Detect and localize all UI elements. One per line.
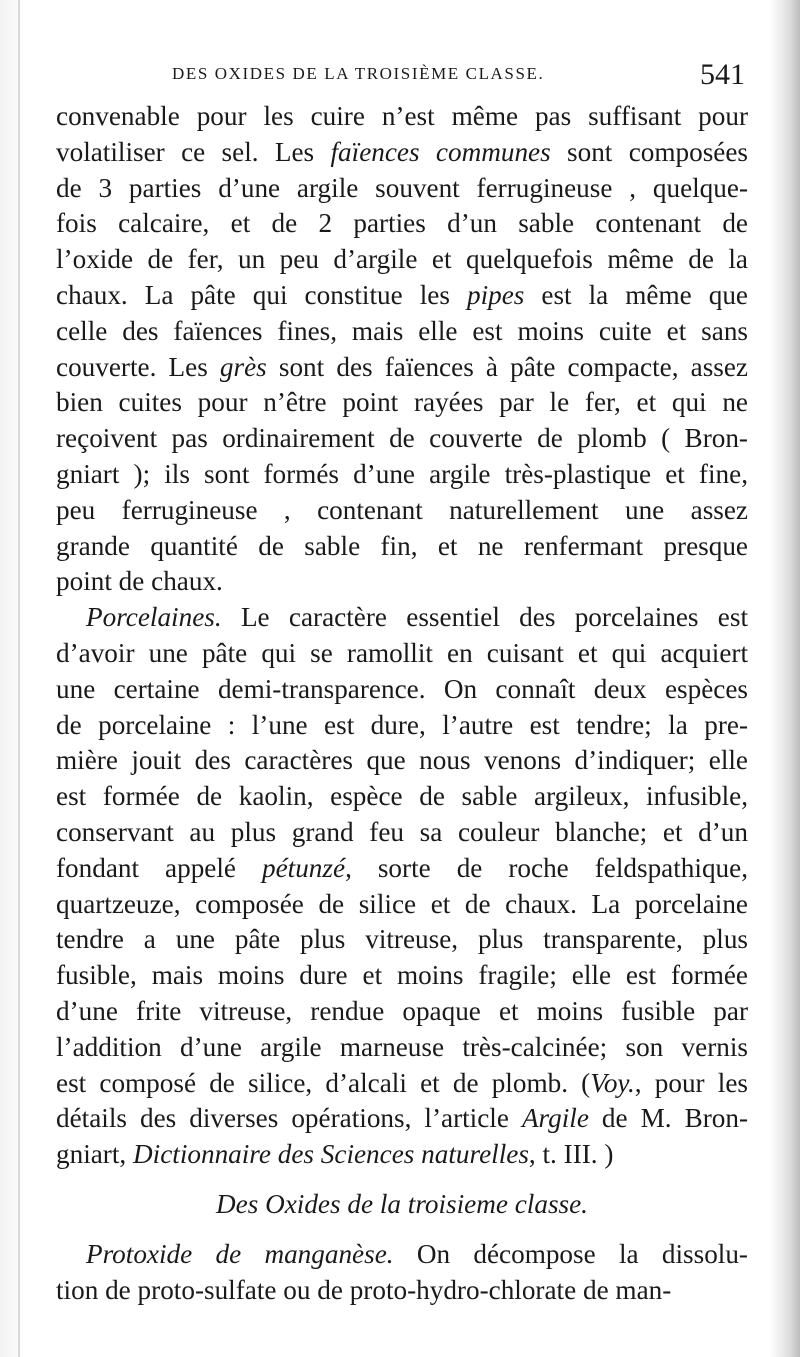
text-run: point de chaux. <box>56 566 223 597</box>
text-run: tion de proto-sulfate ou de proto-hydro-chlorate de man- <box>56 1274 672 1305</box>
text-line <box>56 1101 748 1137</box>
body-text <box>56 99 748 1308</box>
text-run: grande quantité de sable fin, et ne renfermant presque <box>56 530 748 561</box>
text-run: l’oxide de fer, un peu d’argile et quelquefois même de la <box>56 244 748 275</box>
text-run: conservant au plus grand feu sa couleur blanche; et d’un <box>56 816 748 847</box>
italic-term: Dictionnaire des Sciences naturelles <box>133 1139 529 1170</box>
text-line <box>56 278 748 314</box>
text-line <box>56 887 748 923</box>
italic-term: Porcelaines. <box>86 602 222 633</box>
text-line <box>56 1066 748 1102</box>
text-line <box>56 922 748 958</box>
text-line <box>56 958 748 994</box>
italic-term: Voy. <box>590 1067 635 1098</box>
text-run: Le caractère essentiel des porcelaines est <box>221 602 748 633</box>
text-line <box>56 493 748 529</box>
text-run: de 3 parties d’une argile souvent ferrugineuse , quelque- <box>56 172 748 203</box>
text-run: On décompose la dissolu- <box>393 1238 748 1269</box>
text-line <box>56 1030 748 1066</box>
text-line <box>56 206 748 242</box>
text-run: est la même que <box>524 279 748 310</box>
text-run: peu ferrugineuse , contenant naturellement une assez <box>56 494 748 525</box>
text-run: quartzeuze, composée de silice et de chaux. La porcelaine <box>56 888 748 919</box>
text-line <box>56 564 748 600</box>
text-run: fusible, mais moins dure et moins fragile; elle est formée <box>56 960 748 991</box>
running-head <box>0 58 800 92</box>
section-heading <box>56 1187 748 1223</box>
text-line <box>56 672 748 708</box>
italic-term: Argile <box>521 1103 589 1134</box>
text-run: couverte. Les <box>56 351 220 382</box>
text-run: détails des diverses opérations, l’article <box>56 1103 522 1134</box>
text-run: convenable pour les cuire n’est même pas suffisant pour <box>56 101 748 131</box>
text-line <box>56 457 748 493</box>
text-run: , t. III. ) <box>528 1139 614 1170</box>
text-run: d’une frite vitreuse, rendue opaque et moins fusible par <box>56 995 748 1026</box>
text-run: reçoivent pas ordinairement de couverte de plomb ( Bron- <box>56 423 748 454</box>
text-line <box>56 1137 748 1173</box>
text-run: fois calcaire, et de 2 parties d’un sable contenant de <box>56 208 748 239</box>
text-line <box>56 779 748 815</box>
text-run: de M. Bron- <box>588 1103 749 1134</box>
text-line <box>56 636 748 672</box>
text-run: gniart, <box>56 1139 134 1170</box>
text-run: sont des faïences à pâte compacte, assez <box>266 351 748 382</box>
text-line <box>56 135 748 171</box>
text-line <box>56 851 748 887</box>
text-run: chaux. La pâte qui constitue les <box>56 279 467 310</box>
text-line <box>56 1237 748 1273</box>
text-line <box>56 708 748 744</box>
text-line <box>56 171 748 207</box>
text-run: est composé de silice, d’alcali et de plomb. ( <box>56 1067 591 1098</box>
running-head-title: DES OXIDES DE LA TROISIÈME CLASSE. <box>172 64 545 83</box>
italic-term: pétunzé <box>262 852 346 883</box>
text-run: mière jouit des caractères que nous venons d’indiquer; elle <box>56 745 748 776</box>
text-line <box>56 994 748 1030</box>
text-run: une certaine demi-transparence. On connaît deux espèces <box>56 673 748 704</box>
text-run: celle des faïences fines, mais elle est moins cuite et sans <box>56 315 748 346</box>
text-run: volatiliser ce sel. Les <box>56 136 331 167</box>
text-line <box>56 242 748 278</box>
text-run: tendre a une pâte plus vitreuse, plus transparente, plus <box>56 924 748 955</box>
text-run: gniart ); ils sont formés d’une argile très-plastique et fine, <box>56 458 748 489</box>
text-line <box>56 314 748 350</box>
text-line <box>56 815 748 851</box>
page-edge <box>18 0 20 1357</box>
page-number: 541 <box>700 58 745 91</box>
text-line <box>56 421 748 457</box>
text-run: de porcelaine : l’une est dure, l’autre est tendre; la pre- <box>56 709 748 740</box>
italic-term: grès <box>219 351 267 382</box>
text-run: l’addition d’une argile marneuse très-calcinée; son vernis <box>56 1031 748 1062</box>
text-run: , pour les <box>634 1067 748 1098</box>
text-line <box>56 99 748 135</box>
text-line <box>56 1273 748 1309</box>
text-run: sont composées <box>550 136 748 167</box>
text-run: est formée de kaolin, espèce de sable argileux, infusible, <box>56 781 748 812</box>
text-line <box>56 385 748 421</box>
italic-term: Des Oxides de la troisieme classe. <box>216 1188 588 1219</box>
text-line <box>56 600 748 636</box>
italic-term: pipes <box>466 279 525 310</box>
text-line <box>56 350 748 386</box>
italic-term: Protoxide de manganèse. <box>86 1238 394 1269</box>
text-run: fondant appelé <box>56 852 262 883</box>
text-line <box>56 743 748 779</box>
text-line <box>56 529 748 565</box>
italic-term: faïences communes <box>330 136 551 167</box>
text-run: bien cuites pour n’être point rayées par le fer, et qui ne <box>56 387 748 418</box>
text-run: d’avoir une pâte qui se ramollit en cuisant et qui acquiert <box>56 637 748 668</box>
text-run: , sorte de roche feldspathique, <box>345 852 748 883</box>
